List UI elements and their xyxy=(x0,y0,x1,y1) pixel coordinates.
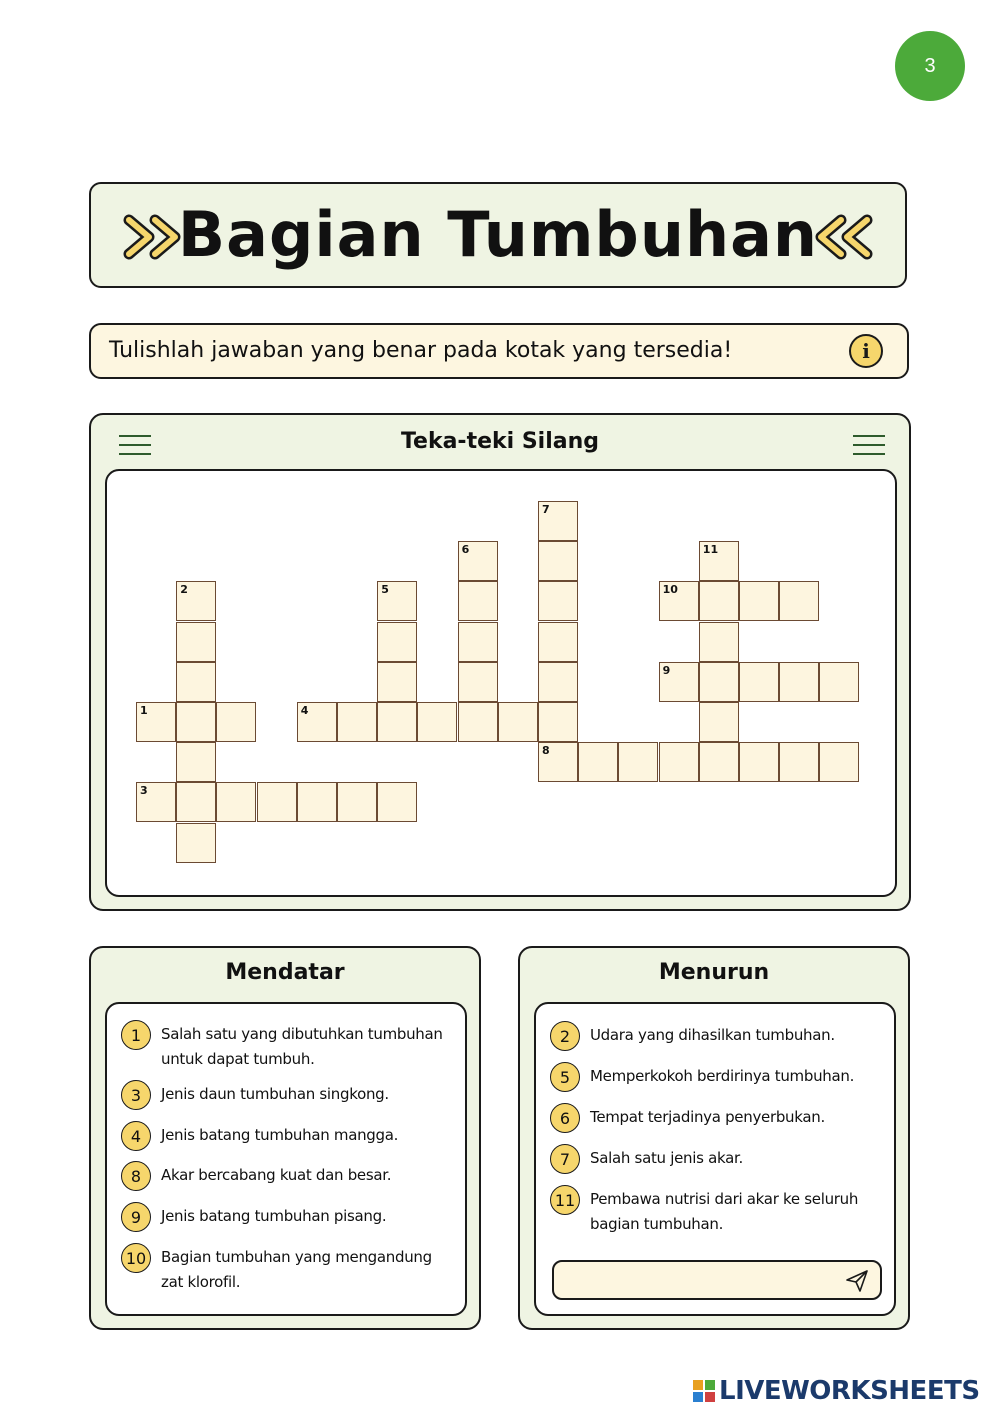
crossword-panel xyxy=(89,413,911,911)
crossword-cell[interactable] xyxy=(458,581,498,621)
clue-number: 6 xyxy=(550,1103,580,1133)
crossword-cell[interactable] xyxy=(538,662,578,702)
double-chevron-left-icon xyxy=(803,212,873,262)
crossword-cell[interactable] xyxy=(458,702,498,742)
mendatar-title: Mendatar xyxy=(225,960,345,985)
crossword-cell[interactable] xyxy=(257,782,297,822)
crossword-cell[interactable] xyxy=(699,622,739,662)
clue-number: 10 xyxy=(121,1243,151,1273)
clue-text: Memperkokoh berdirinya tumbuhan. xyxy=(590,1067,855,1085)
clue-text: Salah satu yang dibutuhkan tumbuhan untuk dapat tumbuh. xyxy=(161,1025,443,1068)
crossword-cell[interactable] xyxy=(216,702,256,742)
crossword-cell[interactable] xyxy=(659,662,699,702)
crossword-cell[interactable] xyxy=(618,742,658,782)
clue-text: Jenis daun tumbuhan singkong. xyxy=(161,1085,389,1103)
info-icon: i xyxy=(849,334,883,368)
instruction-text: Tulishlah jawaban yang benar pada kotak yang tersedia! xyxy=(109,338,733,363)
cell-number: 8 xyxy=(542,744,550,758)
clue-text: Pembawa nutrisi dari akar ke seluruh bagian tumbuhan. xyxy=(590,1190,859,1233)
crossword-cell[interactable] xyxy=(699,541,739,581)
crossword-cell[interactable] xyxy=(538,742,578,782)
clue-text: Jenis batang tumbuhan pisang. xyxy=(161,1207,387,1225)
crossword-cell[interactable] xyxy=(739,742,779,782)
crossword-cell[interactable] xyxy=(458,622,498,662)
crossword-cell[interactable] xyxy=(739,581,779,621)
clue-number: 3 xyxy=(121,1080,151,1110)
clue-number: 5 xyxy=(550,1062,580,1092)
crossword-grid xyxy=(105,469,897,897)
title-banner xyxy=(89,182,907,288)
clue-number: 1 xyxy=(121,1020,151,1050)
clue-text: Udara yang dihasilkan tumbuhan. xyxy=(590,1026,835,1044)
menurun-title: Menurun xyxy=(658,960,770,985)
crossword-cell[interactable] xyxy=(297,702,337,742)
crossword-cell[interactable] xyxy=(699,581,739,621)
cell-number: 3 xyxy=(140,784,148,798)
clue-text: Salah satu jenis akar. xyxy=(590,1149,743,1167)
crossword-cell[interactable] xyxy=(216,782,256,822)
crossword-cell[interactable] xyxy=(659,742,699,782)
logo-blocks-icon xyxy=(693,1380,715,1402)
cell-number: 1 xyxy=(140,704,148,717)
crossword-cell[interactable] xyxy=(779,742,819,782)
crossword-cell[interactable] xyxy=(337,702,377,742)
crossword-cell[interactable] xyxy=(819,742,859,782)
crossword-cell[interactable] xyxy=(337,782,377,822)
crossword-cell[interactable] xyxy=(136,782,176,822)
liveworksheets-logo xyxy=(693,1374,980,1408)
page-title: Bagian Tumbuhan xyxy=(177,198,819,271)
clue-text: Jenis batang tumbuhan mangga. xyxy=(161,1126,399,1144)
crossword-title: Teka-teki Silang xyxy=(400,429,600,454)
crossword-cell[interactable] xyxy=(377,702,417,742)
crossword-cell[interactable] xyxy=(498,702,538,742)
crossword-cell[interactable] xyxy=(699,702,739,742)
clue-text: Akar bercabang kuat dan besar. xyxy=(161,1166,392,1184)
cell-number: 9 xyxy=(662,663,671,677)
clue-number: 11 xyxy=(550,1185,580,1215)
cell-number: 6 xyxy=(461,543,470,557)
crossword-cell[interactable] xyxy=(458,541,498,581)
crossword-cell[interactable] xyxy=(779,662,819,702)
crossword-cell[interactable] xyxy=(779,581,819,621)
crossword-cell[interactable] xyxy=(136,702,176,742)
crossword-cell[interactable] xyxy=(176,782,216,822)
cell-number: 5 xyxy=(381,583,389,597)
crossword-cell[interactable] xyxy=(297,782,337,822)
crossword-cell[interactable] xyxy=(377,622,417,662)
clue-number: 8 xyxy=(121,1161,151,1191)
crossword-cell[interactable] xyxy=(538,702,578,742)
crossword-cell[interactable] xyxy=(538,581,578,621)
clue-number: 9 xyxy=(121,1202,151,1232)
crossword-cell[interactable] xyxy=(819,662,859,702)
menurun-clue-list xyxy=(534,1002,896,1316)
crossword-cell[interactable] xyxy=(538,501,578,541)
cell-number: 4 xyxy=(300,704,309,717)
crossword-cell[interactable] xyxy=(739,662,779,702)
crossword-cell[interactable] xyxy=(699,662,739,702)
cell-number: 10 xyxy=(662,583,678,597)
crossword-cell[interactable] xyxy=(538,541,578,581)
crossword-cell[interactable] xyxy=(176,581,216,621)
crossword-cell[interactable] xyxy=(578,742,618,782)
answer-input[interactable] xyxy=(552,1260,882,1300)
instruction-banner xyxy=(89,323,909,379)
clue-text: Bagian tumbuhan yang mengandung zat klorofil. xyxy=(161,1248,432,1291)
cell-number: 2 xyxy=(180,583,188,597)
mendatar-panel xyxy=(89,946,481,1330)
crossword-cell[interactable] xyxy=(176,622,216,662)
crossword-cell[interactable] xyxy=(458,662,498,702)
crossword-cell[interactable] xyxy=(377,662,417,702)
menu-icon xyxy=(853,433,887,459)
send-icon[interactable] xyxy=(844,1268,870,1294)
clue-number: 7 xyxy=(550,1144,580,1174)
crossword-cell[interactable] xyxy=(176,702,216,742)
cell-number: 7 xyxy=(542,503,550,516)
crossword-cell[interactable] xyxy=(176,742,216,782)
logo-text: LIVEWORKSHEETS xyxy=(719,1376,980,1406)
crossword-cell[interactable] xyxy=(659,581,699,621)
crossword-cell[interactable] xyxy=(417,702,457,742)
clue-number: 4 xyxy=(121,1121,151,1151)
crossword-cell[interactable] xyxy=(377,782,417,822)
crossword-cell[interactable] xyxy=(176,662,216,702)
crossword-cell[interactable] xyxy=(377,581,417,621)
clue-text: Tempat terjadinya penyerbukan. xyxy=(590,1108,825,1126)
menurun-panel xyxy=(518,946,910,1330)
crossword-cell[interactable] xyxy=(538,622,578,662)
crossword-cell[interactable] xyxy=(176,823,216,863)
crossword-cell[interactable] xyxy=(699,742,739,782)
clue-number: 2 xyxy=(550,1021,580,1051)
page-number-badge: 3 xyxy=(895,31,965,101)
cell-number: 11 xyxy=(702,543,719,557)
mendatar-clue-list xyxy=(105,1002,467,1316)
